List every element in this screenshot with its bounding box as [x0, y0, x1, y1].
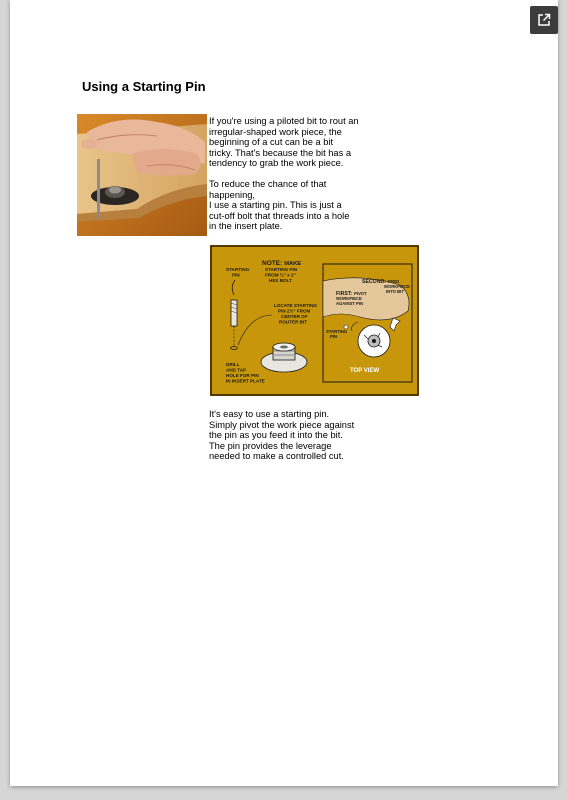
svg-text:HOLE FOR PIN: HOLE FOR PIN	[226, 373, 259, 378]
svg-text:LOCATE STARTING: LOCATE STARTING	[274, 303, 317, 308]
svg-text:WORKPIECE: WORKPIECE	[336, 296, 362, 301]
svg-text:PIN: PIN	[330, 334, 337, 339]
svg-text:DRILL: DRILL	[226, 362, 240, 367]
svg-text:HEX BOLT: HEX BOLT	[269, 278, 292, 283]
usage-paragraph: It's easy to use a starting pin. Simply pivot the work piece against the pin as you feed it into the bit. The pin provides the leverage needed to make a controlled cut.	[209, 409, 355, 462]
pin-paragraph-line-1: To reduce the chance of that happening,	[209, 179, 327, 200]
svg-text:SECOND:FEED: SECOND: FEED	[362, 279, 400, 285]
router-photo	[77, 114, 207, 236]
intro-paragraph: If you're using a piloted bit to rout an irregular-shaped work piece, the beginning of a cut can be a bit tricky. That's because the bit has a tendency to grab the work piece.	[209, 116, 359, 169]
svg-text:STARTING: STARTING	[226, 267, 250, 272]
svg-text:STARTING PIN: STARTING PIN	[265, 267, 298, 272]
svg-text:NOTE:MAKE: NOTE: MAKE	[262, 260, 302, 267]
page-title: Using a Starting Pin	[82, 79, 206, 94]
svg-text:AND TAP: AND TAP	[226, 367, 247, 373]
svg-text:INTO BIT: INTO BIT	[386, 289, 404, 294]
open-in-new-window-button[interactable]	[530, 6, 558, 34]
svg-text:PIN: PIN	[232, 272, 240, 278]
svg-text:AGAINST PIN: AGAINST PIN	[336, 301, 363, 306]
open-in-new-icon	[537, 13, 551, 27]
svg-text:IN INSERT PLATE: IN INSERT PLATE	[226, 378, 265, 384]
svg-text:PIN 2½" FROM: PIN 2½" FROM	[278, 308, 311, 314]
pin-paragraph-line-2: I use a starting pin. This is just a cut-off bolt that threads into a hole in the insert plate.	[209, 200, 350, 232]
svg-text:STARTING: STARTING	[326, 329, 348, 334]
document-page	[10, 0, 558, 786]
svg-text:ROUTER BIT: ROUTER BIT	[279, 319, 308, 325]
pin-paragraph	[209, 179, 359, 232]
svg-text:CENTER OF: CENTER OF	[281, 314, 308, 319]
starting-pin-diagram	[210, 245, 419, 396]
svg-text:WORKPIECE: WORKPIECE	[384, 284, 410, 289]
svg-text:TOP VIEW: TOP VIEW	[350, 368, 380, 374]
svg-text:FIRST:PIVOT: FIRST: PIVOT	[336, 291, 367, 297]
svg-text:FROM ¼" x 2": FROM ¼" x 2"	[265, 272, 296, 278]
